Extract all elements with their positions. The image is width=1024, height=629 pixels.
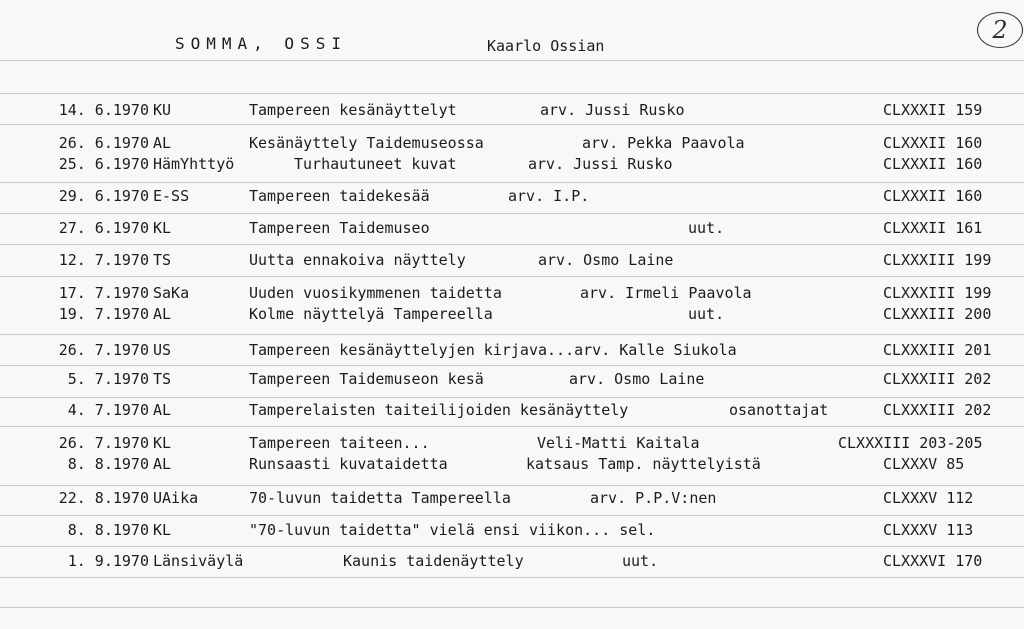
entry-author: arv. I.P. [508, 187, 590, 205]
entry-title: Tampereen taidekesää [249, 187, 430, 205]
entry-author: arv. Jussi Rusko [540, 101, 685, 119]
entry-paper: E-SS [153, 187, 190, 205]
entry-title: Tampereen Taidemuseo [249, 219, 430, 237]
entry-date: 1. 9.1970 [67, 552, 149, 570]
entry-title: Runsaasti kuvataidetta [249, 455, 448, 473]
rule-line [0, 577, 1024, 578]
entry-date: 5. 7.1970 [67, 370, 149, 388]
entry-author: osanottajat [729, 401, 829, 419]
entry-author: uut. [688, 305, 725, 323]
entry-ref: CLXXXIII 202 [883, 401, 992, 419]
rule-line [0, 124, 1024, 125]
list-item [0, 521, 1024, 541]
entry-ref: CLXXXIII 200 [883, 305, 992, 323]
page-number-circle [977, 12, 1023, 48]
rule-line [0, 93, 1024, 94]
rule-line [0, 546, 1024, 547]
entry-date: 27. 6.1970 [58, 219, 149, 237]
rule-line [0, 397, 1024, 398]
entry-author: arv. Osmo Laine [569, 370, 705, 388]
entry-title: Kesänäyttely Taidemuseossa [249, 134, 484, 152]
entry-author: uut. [688, 219, 725, 237]
entry-title: Tampereen Taidemuseon kesä [249, 370, 484, 388]
entry-author: arv. Jussi Rusko [528, 155, 673, 173]
entry-paper: KL [153, 434, 172, 452]
entry-date: 8. 8.1970 [67, 455, 149, 473]
rule-line [0, 515, 1024, 516]
entry-ref: CLXXXIII 199 [883, 284, 992, 302]
list-item [0, 305, 1024, 325]
entry-author: Veli-Matti Kaitala [537, 434, 700, 452]
rule-line [0, 60, 1024, 61]
entry-title: "70-luvun taidetta" vielä ensi viikon... sel. [249, 521, 656, 539]
entry-paper: AL [153, 455, 172, 473]
list-item [0, 489, 1024, 509]
entry-ref: CLXXXII 160 [883, 155, 983, 173]
rule-line [0, 365, 1024, 366]
entry-date: 12. 7.1970 [58, 251, 149, 269]
entry-paper: KL [153, 521, 172, 539]
entry-paper: TS [153, 370, 172, 388]
rule-line [0, 276, 1024, 277]
rule-line [0, 426, 1024, 427]
entry-paper: US [153, 341, 172, 359]
list-item [0, 187, 1024, 207]
list-item [0, 401, 1024, 421]
list-item [0, 455, 1024, 475]
entry-author: katsaus Tamp. näyttelyistä [526, 455, 761, 473]
entry-date: 4. 7.1970 [67, 401, 149, 419]
entry-author: uut. [622, 552, 659, 570]
entry-paper: HämYhttyö [153, 155, 235, 173]
entry-date: 26. 7.1970 [58, 434, 149, 452]
entry-ref: CLXXXV 113 [883, 521, 974, 539]
entry-ref: CLXXXIII 199 [883, 251, 992, 269]
rule-line [0, 607, 1024, 608]
entry-title: Uuden vuosikymmenen taidetta [249, 284, 502, 302]
list-item [0, 341, 1024, 361]
given-names: Kaarlo Ossian [487, 37, 605, 55]
entry-title: Tampereen kesänäyttelyt [249, 101, 457, 119]
list-item [0, 155, 1024, 175]
entry-title: Uutta ennakoiva näyttely [249, 251, 466, 269]
entry-date: 26. 6.1970 [58, 134, 149, 152]
entry-date: 19. 7.1970 [58, 305, 149, 323]
entry-author: arv. Pekka Paavola [582, 134, 745, 152]
page-number: 2 [992, 16, 1008, 44]
entry-title: Turhautuneet kuvat [294, 155, 457, 173]
rule-line [0, 485, 1024, 486]
rule-line [0, 182, 1024, 183]
entry-title: Tampereen kesänäyttelyjen kirjava...arv. Kalle Siukola [249, 341, 737, 359]
surname-heading: SOMMA, OSSI [175, 34, 347, 53]
entry-date: 17. 7.1970 [58, 284, 149, 302]
entry-ref: CLXXXII 161 [883, 219, 983, 237]
entry-author: arv. Irmeli Paavola [580, 284, 752, 302]
entry-date: 29. 6.1970 [58, 187, 149, 205]
list-item [0, 134, 1024, 154]
entry-ref: CLXXXVI 170 [883, 552, 983, 570]
entry-date: 25. 6.1970 [58, 155, 149, 173]
rule-line [0, 244, 1024, 245]
list-item [0, 434, 1024, 454]
entry-author: arv. Osmo Laine [538, 251, 674, 269]
entry-paper: Länsiväylä [153, 552, 244, 570]
entry-paper: UAika [153, 489, 199, 507]
entry-paper: KU [153, 101, 172, 119]
entry-paper: KL [153, 219, 172, 237]
list-item [0, 219, 1024, 239]
entry-title: 70-luvun taidetta Tampereella [249, 489, 511, 507]
entry-paper: TS [153, 251, 172, 269]
entry-ref: CLXXXIII 203-205 [838, 434, 983, 452]
entry-ref: CLXXXII 160 [883, 134, 983, 152]
list-item [0, 251, 1024, 271]
entry-date: 22. 8.1970 [58, 489, 149, 507]
entry-date: 14. 6.1970 [58, 101, 149, 119]
entry-ref: CLXXXV 85 [883, 455, 965, 473]
entry-paper: AL [153, 401, 172, 419]
entry-ref: CLXXXV 112 [883, 489, 974, 507]
entry-ref: CLXXXII 160 [883, 187, 983, 205]
entry-ref: CLXXXIII 202 [883, 370, 992, 388]
entry-title: Kolme näyttelyä Tampereella [249, 305, 493, 323]
list-item [0, 284, 1024, 304]
entry-title: Tampereen taiteen... [249, 434, 430, 452]
entry-author: arv. P.P.V:nen [590, 489, 717, 507]
entry-title: Tamperelaisten taiteilijoiden kesänäyttely [249, 401, 629, 419]
list-item [0, 552, 1024, 572]
list-item [0, 101, 1024, 121]
entry-paper: AL [153, 305, 172, 323]
rule-line [0, 334, 1024, 335]
entry-title: Kaunis taidenäyttely [343, 552, 524, 570]
entry-paper: AL [153, 134, 172, 152]
entry-ref: CLXXXIII 201 [883, 341, 992, 359]
entry-paper: SaKa [153, 284, 190, 302]
entry-ref: CLXXXII 159 [883, 101, 983, 119]
list-item [0, 370, 1024, 390]
rule-line [0, 213, 1024, 214]
entry-date: 26. 7.1970 [58, 341, 149, 359]
entry-date: 8. 8.1970 [67, 521, 149, 539]
